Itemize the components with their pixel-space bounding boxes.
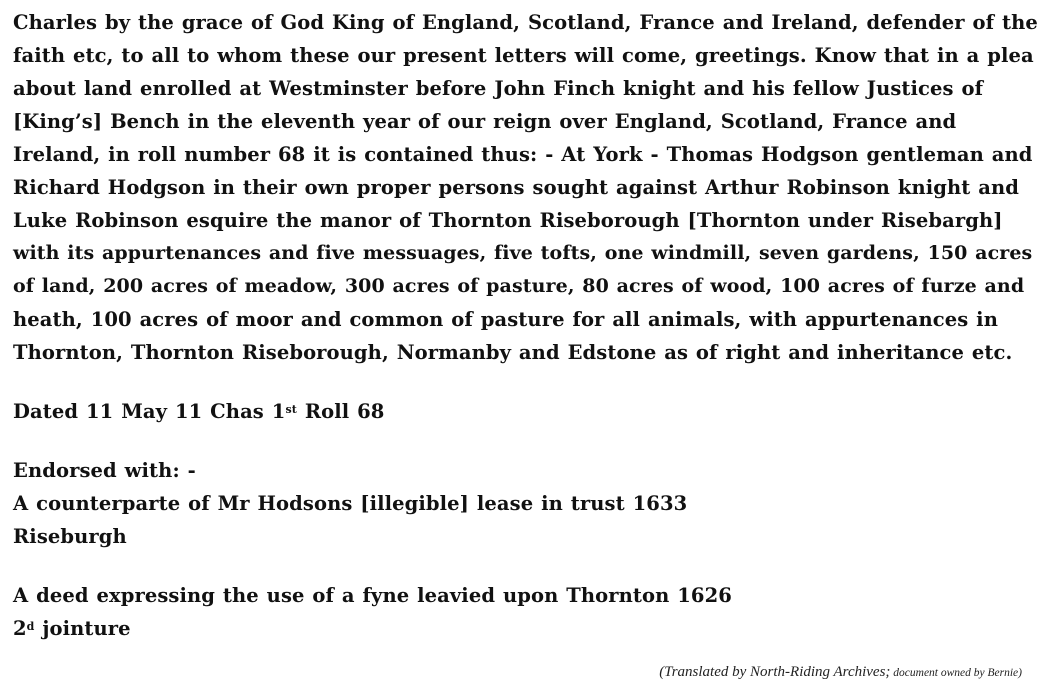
charter-line: heath, 100 acres of moor and common of pasture for all animals, with appurtenances in — [13, 308, 998, 331]
credit-owner: document owned by Bernie) — [890, 667, 1022, 679]
endorsement-block — [13, 454, 1045, 553]
jointure-text: jointure — [34, 617, 131, 640]
ordinal-superscript: d — [26, 620, 35, 633]
charter-line: of land, 200 acres of meadow, 300 acres of pasture, 80 acres of wood, 100 acres of furze and — [13, 275, 1025, 297]
translation-credit — [659, 664, 1022, 681]
credit-main: (Translated by North-Riding Archives; — [659, 664, 891, 680]
endorsement-line: Riseburgh — [13, 525, 127, 548]
paragraph-gap — [13, 553, 1045, 579]
paragraph-gap — [13, 369, 1045, 395]
charter-line: Richard Hodgson in their own proper persons sought against Arthur Robinson knight and — [13, 176, 1020, 199]
charter-line: Thornton, Thornton Riseborough, Normanby and Edstone as of right and inheritance etc. — [13, 341, 1013, 364]
paragraph-gap — [13, 428, 1045, 454]
endorsement-line: A counterparte of Mr Hodsons [illegible] lease in trust 1633 — [13, 492, 688, 515]
charter-line: Luke Robinson esquire the manor of Thornton Riseborough [Thornton under Risebargh] — [13, 209, 1003, 232]
charter-line: with its appurtenances and five messuages, five tofts, one windmill, seven gardens, 150 acres — [13, 242, 1033, 264]
jointure-line — [13, 612, 1045, 645]
charter-line: about land enrolled at Westminster before John Finch knight and his fellow Justices of — [13, 77, 984, 100]
charter-line: [King’s] Bench in the eleventh year of our reign over England, Scotland, France and — [13, 110, 957, 133]
dated-roll: Roll 68 — [296, 400, 385, 423]
charter-line: Charles by the grace of God King of England, Scotland, France and Ireland, defender of the — [13, 11, 1038, 34]
ordinal-superscript: st — [285, 403, 297, 416]
charter-line: Ireland, in roll number 68 it is contained thus: - At York - Thomas Hodgson gentleman and — [13, 143, 1033, 166]
dated-text: Dated 11 May 11 Chas 1 — [13, 400, 286, 423]
charter-paragraph — [13, 6, 1045, 369]
dated-line — [13, 395, 1045, 428]
jointure-number: 2 — [13, 617, 27, 640]
deed-line: A deed expressing the use of a fyne leavied upon Thornton 1626 — [13, 584, 732, 607]
endorsed-label: Endorsed with: - — [13, 459, 196, 482]
deed-block — [13, 579, 1045, 645]
document-transcription — [13, 6, 1045, 645]
charter-line: faith etc, to all to whom these our present letters will come, greetings. Know that in a plea — [13, 44, 1034, 67]
